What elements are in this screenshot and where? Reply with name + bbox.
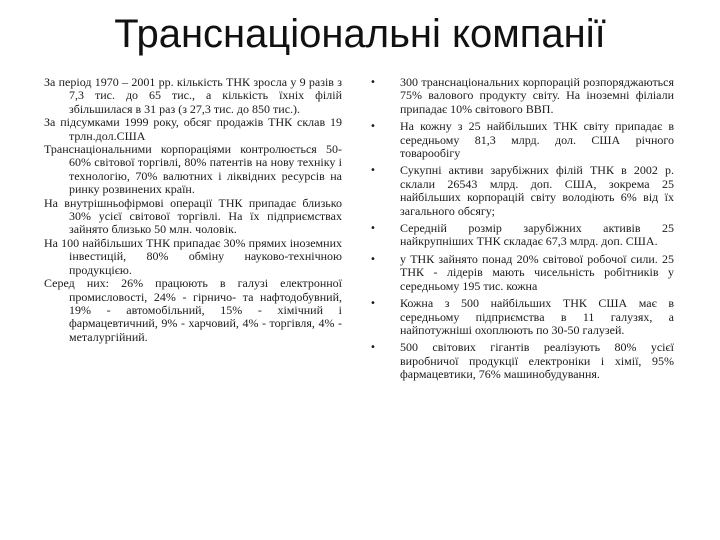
left-paragraph: На 100 найбільших ТНК припадає 30% прямих іноземних інвестицій, 80% обміну науково-технічною продукцією. [44,235,342,277]
bullet-text: 500 світових гігантів реалізують 80% усієї виробничої продукції електроніки і хімії, 95% фармацевтики, 76% машинобудування. [400,340,674,382]
bullet-item [370,164,674,218]
bullet-text: На кожну з 25 найбільших ТНК світу припадає в середньому 81,3 млрд. дол. США річного товарообігу [400,119,674,161]
bullet-dot-icon: • [370,223,376,235]
slide-title: Транснаціональні компанії [114,12,606,56]
bullet-item [370,76,674,116]
bullet-item [370,222,674,249]
bullet-text: у ТНК зайнято понад 20% світової робочої сили. 25 ТНК - лідерів мають чисельність робітників у середньому 195 тис. кожна [400,251,674,293]
bullet-text: Кожна з 500 найбільших ТНК США має в середньому підприємства в 11 галузях, а найпотужніші охоплюють по 30-50 галузей. [400,296,674,337]
bullet-text: Середній розмір зарубіжних активів 25 найкрупніших ТНК складає 67,3 млрд. доп. США. [400,221,674,249]
left-paragraph: Транснаціональними корпораціями контролюється 50-60% світової торгівлі, 80% патентів на нову техніку і технологію, 70% валютних і ліквідних ресурсів на ринку розвинених країн. [44,142,342,197]
left-paragraph: За період 1970 – 2001 рр. кількість ТНК зросла у 9 разів з 7,3 тис. до 65 тис., а кількість їхніх філій збільшилася в 31 раз (з 27,3 тис. до 850 тис.). [44,75,342,116]
bullet-dot-icon: • [370,342,376,354]
left-paragraph: За підсумками 1999 року, обсяг продажів ТНК склав 19 трлн.дол.США [44,115,342,143]
left-paragraph: На внутрішньофірмові операції ТНК припадає близько 30% усієї світової торгівлі. На їх підприємствах зайнято близько 50 млн. чоловік. [44,195,342,237]
bullet-text: Сукупні активи зарубіжних філій ТНК в 2002 р. склали 26543 млрд. доп. США, зокрема 25 найбільших корпорацій світу володіють 6% від їх загального обсягу; [400,163,674,218]
bullet-dot-icon: • [370,165,376,177]
bullet-dot-icon: • [370,77,376,88]
right-column [370,76,674,386]
bullet-dot-icon: • [370,298,376,310]
bullet-item [370,120,674,160]
left-column [44,76,342,344]
bullet-dot-icon: • [370,253,376,265]
bullet-text: 300 транснаціональних корпорацій розпоряджаються 75% валового продукту світу. На іноземні філіали припадає 10% світового ВВП. [400,75,674,116]
bullet-item [370,297,674,337]
bullet-dot-icon: • [370,121,376,133]
left-paragraph: Серед них: 26% працюють в галузі електронної промисловості, 24% - гірничо- та нафтодобувний, 19% - автомобільний, 15% - хімічний і фармацевтичний, 9% - харчовий, 4% - торгівля, 4% - металургійний. [44,276,342,344]
bullet-item [370,341,674,381]
bullet-item [370,253,674,293]
